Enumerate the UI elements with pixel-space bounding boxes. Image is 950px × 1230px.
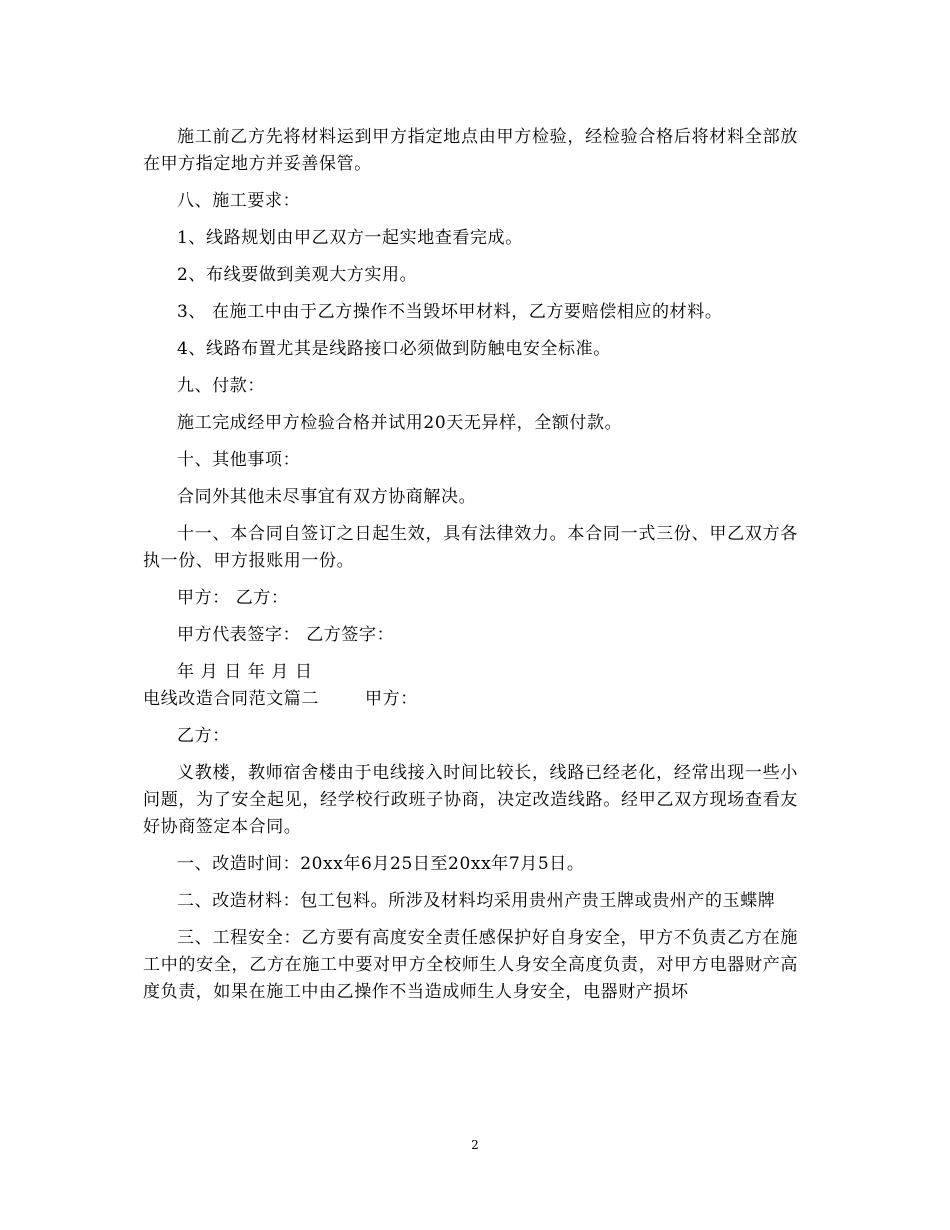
document-body: [143, 124, 798, 1006]
paragraph-other-matters: 合同外其他未尽事宜有双方协商解决。: [177, 487, 477, 507]
party-b-label: 乙方：: [177, 726, 230, 746]
requirement-item-4: 4、线路布置尤其是线路接口必须做到防触电安全标准。: [177, 339, 611, 359]
heading-payment: 九、付款：: [177, 376, 265, 396]
paragraph-engineering-safety: 三、工程安全：乙方要有高度安全责任感保护好自身安全，甲方不负责乙方在施工中的安全，乙方在施工中要对甲方全校师生人身安全高度负责，对甲方电器财产高度负责，如果在施工中由乙操作不当造成师生人身安全，电器财产损坏: [143, 928, 798, 1002]
section-title: 电线改造合同范文篇二: [143, 689, 319, 709]
signature-representatives: 甲方代表签字： 乙方签字：: [177, 625, 395, 645]
paragraph-renovation-materials: 二、改造材料：包工包料。所涉及材料均采用贵州产贵王牌或贵州产的玉蝶牌: [177, 891, 776, 911]
heading-other-matters: 十、其他事项：: [177, 450, 301, 470]
signature-parties: 甲方： 乙方：: [177, 588, 289, 608]
paragraph-material-inspection: 施工前乙方先将材料运到甲方指定地点由甲方检验，经检验合格后将材料全部放在甲方指定地方并妥善保管。: [143, 127, 798, 174]
paragraph-renovation-time: 一、改造时间：20xx年6月25日至20xx年7月5日。: [177, 854, 585, 874]
section-heading-line: [143, 686, 798, 713]
paragraph-payment: 施工完成经甲方检验合格并试用20天无异样，全额付款。: [177, 413, 623, 433]
paragraph-effective-clause: 十一、本合同自签订之日起生效，具有法律效力。本合同一式三份、甲乙双方各执一份、甲方报账用一份。: [143, 524, 798, 571]
section-party-a: 甲方：: [365, 689, 418, 709]
requirement-item-1: 1、线路规划由甲乙双方一起实地查看完成。: [177, 228, 523, 248]
page-number: 2: [471, 1138, 479, 1152]
paragraph-background: 义教楼，教师宿舍楼由于电线接入时间比较长，线路已经老化，经常出现一些小问题，为了安全起见，经学校行政班子协商，决定改造线路。经甲乙双方现场查看友好协商签定本合同。: [143, 763, 798, 837]
signature-dates: 年 月 日 年 月 日: [177, 662, 313, 682]
requirement-item-3: 3、 在施工中由于乙方操作不当毁坏甲材料，乙方要赔偿相应的材料。: [177, 302, 723, 322]
requirement-item-2: 2、布线要做到美观大方实用。: [177, 265, 418, 285]
heading-construction-requirements: 八、施工要求：: [177, 191, 301, 211]
